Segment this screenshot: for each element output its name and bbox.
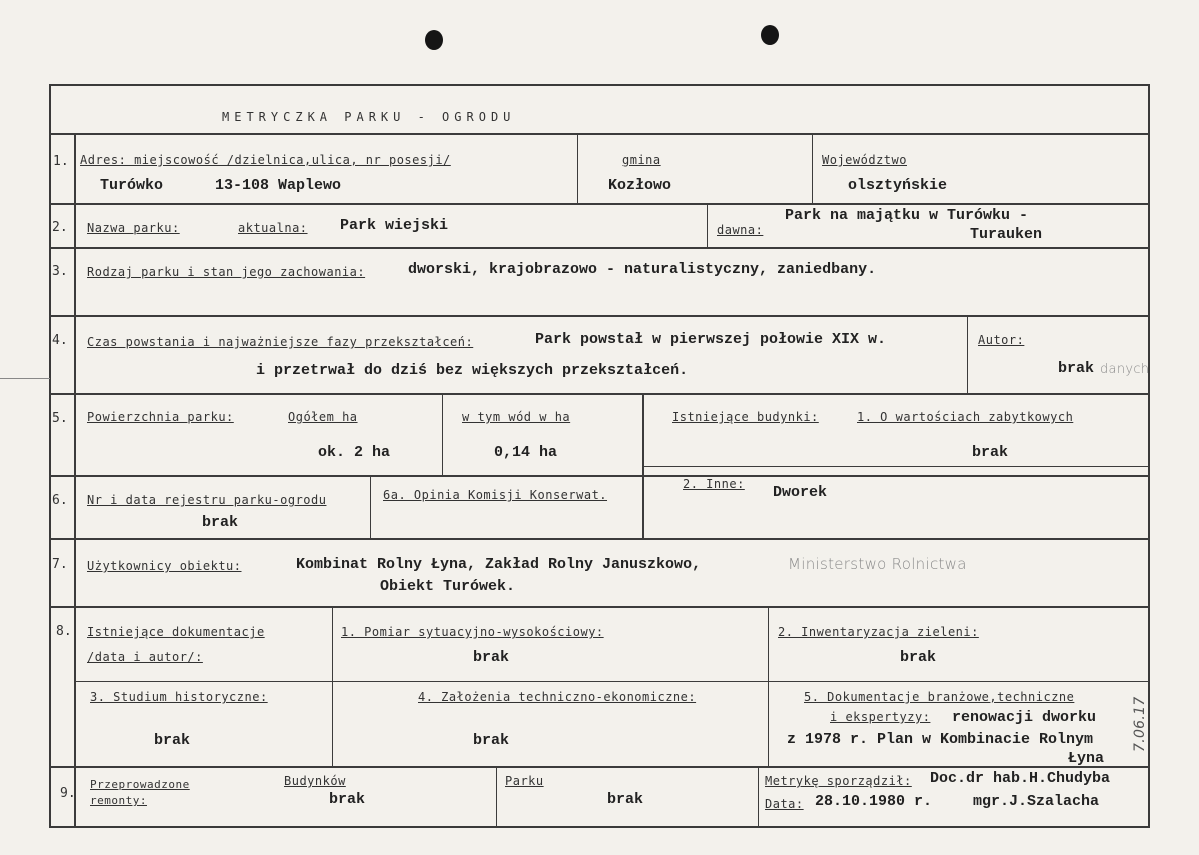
author-handwritten-note: danych [1100,362,1150,377]
margin-handwritten-note: 7.06.17 [1132,696,1148,752]
branch-docs-value-line2: z 1978 r. Plan w Kombinacie Rolnym [787,731,1094,748]
branch-docs-value-line1: renowacji dworku [952,709,1097,726]
inventory-value: brak [900,649,937,666]
branch-docs-value-line3: Łyna [1068,750,1105,767]
section-number: 3. [52,264,68,279]
date-label: Data: [765,797,804,811]
date-value: 28.10.1980 r. [815,793,933,810]
current-name-value: Park wiejski [340,217,449,234]
renovated-park-label: Parku [505,774,544,788]
existing-buildings-label: Istniejące budynki: [672,410,819,424]
other-buildings-value: Dworek [773,484,828,501]
voivodeship-label: Województwo [822,153,907,167]
survey-value: brak [473,649,510,666]
section-number: 8. [56,624,72,639]
renovations-label-line1: Przeprowadzone [90,778,190,791]
renovated-park-value: brak [607,791,644,808]
renovated-buildings-value: brak [329,791,366,808]
section-number: 2. [52,220,68,235]
total-area-label: Ogółem ha [288,410,358,424]
place-value: Turówko [100,177,164,194]
margin-mark [0,378,50,379]
park-type-label: Rodzaj parku i stan jego zachowania: [87,265,366,279]
section-number: 9. [60,786,76,801]
register-label: Nr i data rejestru parku-ogrodu [87,493,327,507]
section-number: 5. [52,411,68,426]
history-phases-label: Czas powstania i najważniejsze fazy przekształceń: [87,335,474,349]
users-value-line1: Kombinat Rolny Łyna, Zakład Rolny Januszkowo, [296,556,702,573]
other-buildings-label: 2. Inne: [683,477,745,491]
users-handwritten-note: Ministerstwo Rolnictwa [788,555,967,573]
gmina-label: gmina [622,153,661,167]
page-title: METRYCZKA PARKU - OGRODU [222,110,516,124]
punch-hole-left [425,30,443,50]
former-name-label: dawna: [717,223,764,237]
park-type-value: dworski, krajobrazowo - naturalistyczny, zaniedbany. [408,261,877,278]
section-number: 4. [52,333,68,348]
current-name-label: aktualna: [238,221,308,235]
gmina-value: Kozłowo [608,177,672,194]
former-name-value-line2: Turauken [970,226,1043,243]
compiled-by-label: Metrykę sporządził: [765,774,912,788]
users-value-line2: Obiekt Turówek. [380,578,516,595]
technical-assumptions-value: brak [473,732,510,749]
section-number: 6. [52,493,68,508]
area-label: Powierzchnia parku: [87,410,234,424]
water-area-value: 0,14 ha [494,444,558,461]
punch-hole-right [761,25,779,45]
docs-label-line2: /data i autor/: [87,650,203,664]
technical-assumptions-label: 4. Założenia techniczno-ekonomiczne: [418,690,697,704]
register-value: brak [202,514,239,531]
survey-label: 1. Pomiar sytuacyjno-wysokościowy: [341,625,604,639]
total-area-value: ok. 2 ha [318,444,391,461]
section-number: 1. [53,154,69,169]
branch-docs-label-line2: i ekspertyzy: [830,710,931,724]
park-name-label: Nazwa parku: [87,221,180,235]
compiler-name-value: mgr.J.Szalacha [973,793,1100,810]
conservation-opinion-label: 6a. Opinia Komisji Konserwat. [383,488,608,502]
postcode-value: 13-108 Waplewo [215,177,342,194]
water-area-label: w tym wód w ha [462,410,571,424]
address-label: Adres: miejscowość /dzielnica,ulica, nr posesji/ [80,153,451,167]
branch-docs-label-line1: 5. Dokumentacje branżowe,techniczne [804,690,1075,704]
users-label: Użytkownicy obiektu: [87,559,242,573]
historical-study-label: 3. Studium historyczne: [90,690,268,704]
renovated-buildings-label: Budynków [284,774,346,788]
voivodeship-value: olsztyńskie [848,177,948,194]
monument-buildings-label: 1. O wartościach zabytkowych [857,410,1074,424]
section-number: 7. [52,557,68,572]
history-phases-value-line2: i przetrwał do dziś bez większych przekształceń. [256,362,689,379]
author-label: Autor: [978,333,1025,347]
history-phases-value-line1: Park powstał w pierwszej połowie XIX w. [535,331,887,348]
compiled-by-value: Doc.dr hab.H.Chudyba [930,770,1111,787]
inventory-label: 2. Inwentaryzacja zieleni: [778,625,979,639]
former-name-value-line1: Park na majątku w Turówku - [785,207,1029,224]
author-value: brak [1058,360,1095,377]
historical-study-value: brak [154,732,191,749]
monument-buildings-value: brak [972,444,1009,461]
renovations-label-line2: remonty: [90,794,147,807]
docs-label-line1: Istniejące dokumentacje [87,625,265,639]
